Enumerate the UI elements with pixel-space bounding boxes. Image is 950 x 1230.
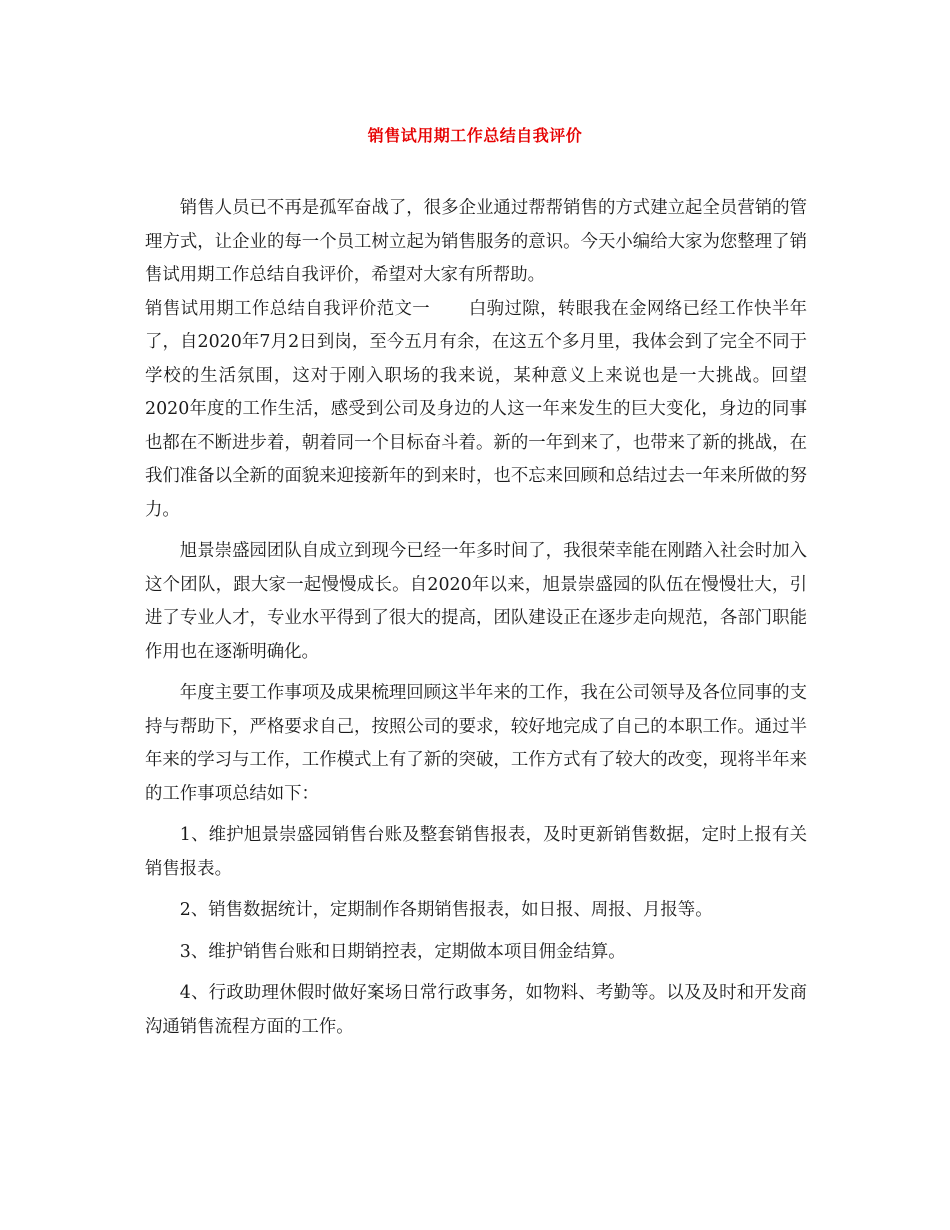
section-heading: 销售试用期工作总结自我评价范文一 — [145, 298, 431, 319]
section-paragraph — [145, 293, 807, 528]
section-body: 白驹过隙，转眼我在金网络已经工作快半年了，自2020年7月2日到岗，至今五月有余，在这五个多月里，我体会到了完全不同于学校的生活氛围，这对于刚入职场的我来说，某种意义上来说也是一大挑战。回望2020年度的工作生活，感受到公司及身边的人这一年来发生的巨大变化，身边的同事也都在不断进步着，朝着同一个目标奋斗着。新的一年到来了，也带来了新的挑战，在我们准备以全新的面貌来迎接新年的到来时，也不忘来回顾和总结过去一年来所做的努力。 — [145, 298, 807, 520]
list-item: 3、维护销售台账和日期销控表，定期做本项目佣金结算。 — [179, 941, 626, 962]
list-item: 2、销售数据统计，定期制作各期销售报表，如日报、周报、月报等。 — [179, 900, 713, 920]
review-paragraph: 年度主要工作事项及成果梳理回顾这半年来的工作，我在公司领导及各位同事的支持与帮助下，严格要求自己，按照公司的要求，较好地完成了自己的本职工作。通过半年来的学习与工作，工作模式上有了新的突破，工作方式有了较大的改变，现将半年来的工作事项总结如下： — [145, 683, 807, 804]
intro-paragraph: 销售人员已不再是孤军奋战了，很多企业通过帮帮销售的方式建立起全员营销的管理方式，让企业的每一个员工树立起为销售服务的意识。今天小编给大家为您整理了销售试用期工作总结自我评价，希望对大家有所帮助。 — [145, 198, 807, 285]
document-body — [145, 192, 807, 1052]
page-title: 销售试用期工作总结自我评价 — [367, 126, 583, 145]
list-item: 1、维护旭景崇盛园销售台账及整套销售报表，及时更新销售数据，定时上报有关销售报表。 — [145, 825, 807, 879]
list-item: 4、行政助理休假时做好案场日常行政事务，如物料、考勤等。以及及时和开发商沟通销售流程方面的工作。 — [145, 983, 807, 1037]
team-paragraph: 旭景崇盛园团队自成立到现今已经一年多时间了，我很荣幸能在刚踏入社会时加入这个团队，跟大家一起慢慢成长。自2020年以来，旭景崇盛园的队伍在慢慢壮大，引进了专业人才，专业水平得到了很大的提高，团队建设正在逐步走向规范，各部门职能作用也在逐渐明确化。 — [145, 541, 807, 662]
